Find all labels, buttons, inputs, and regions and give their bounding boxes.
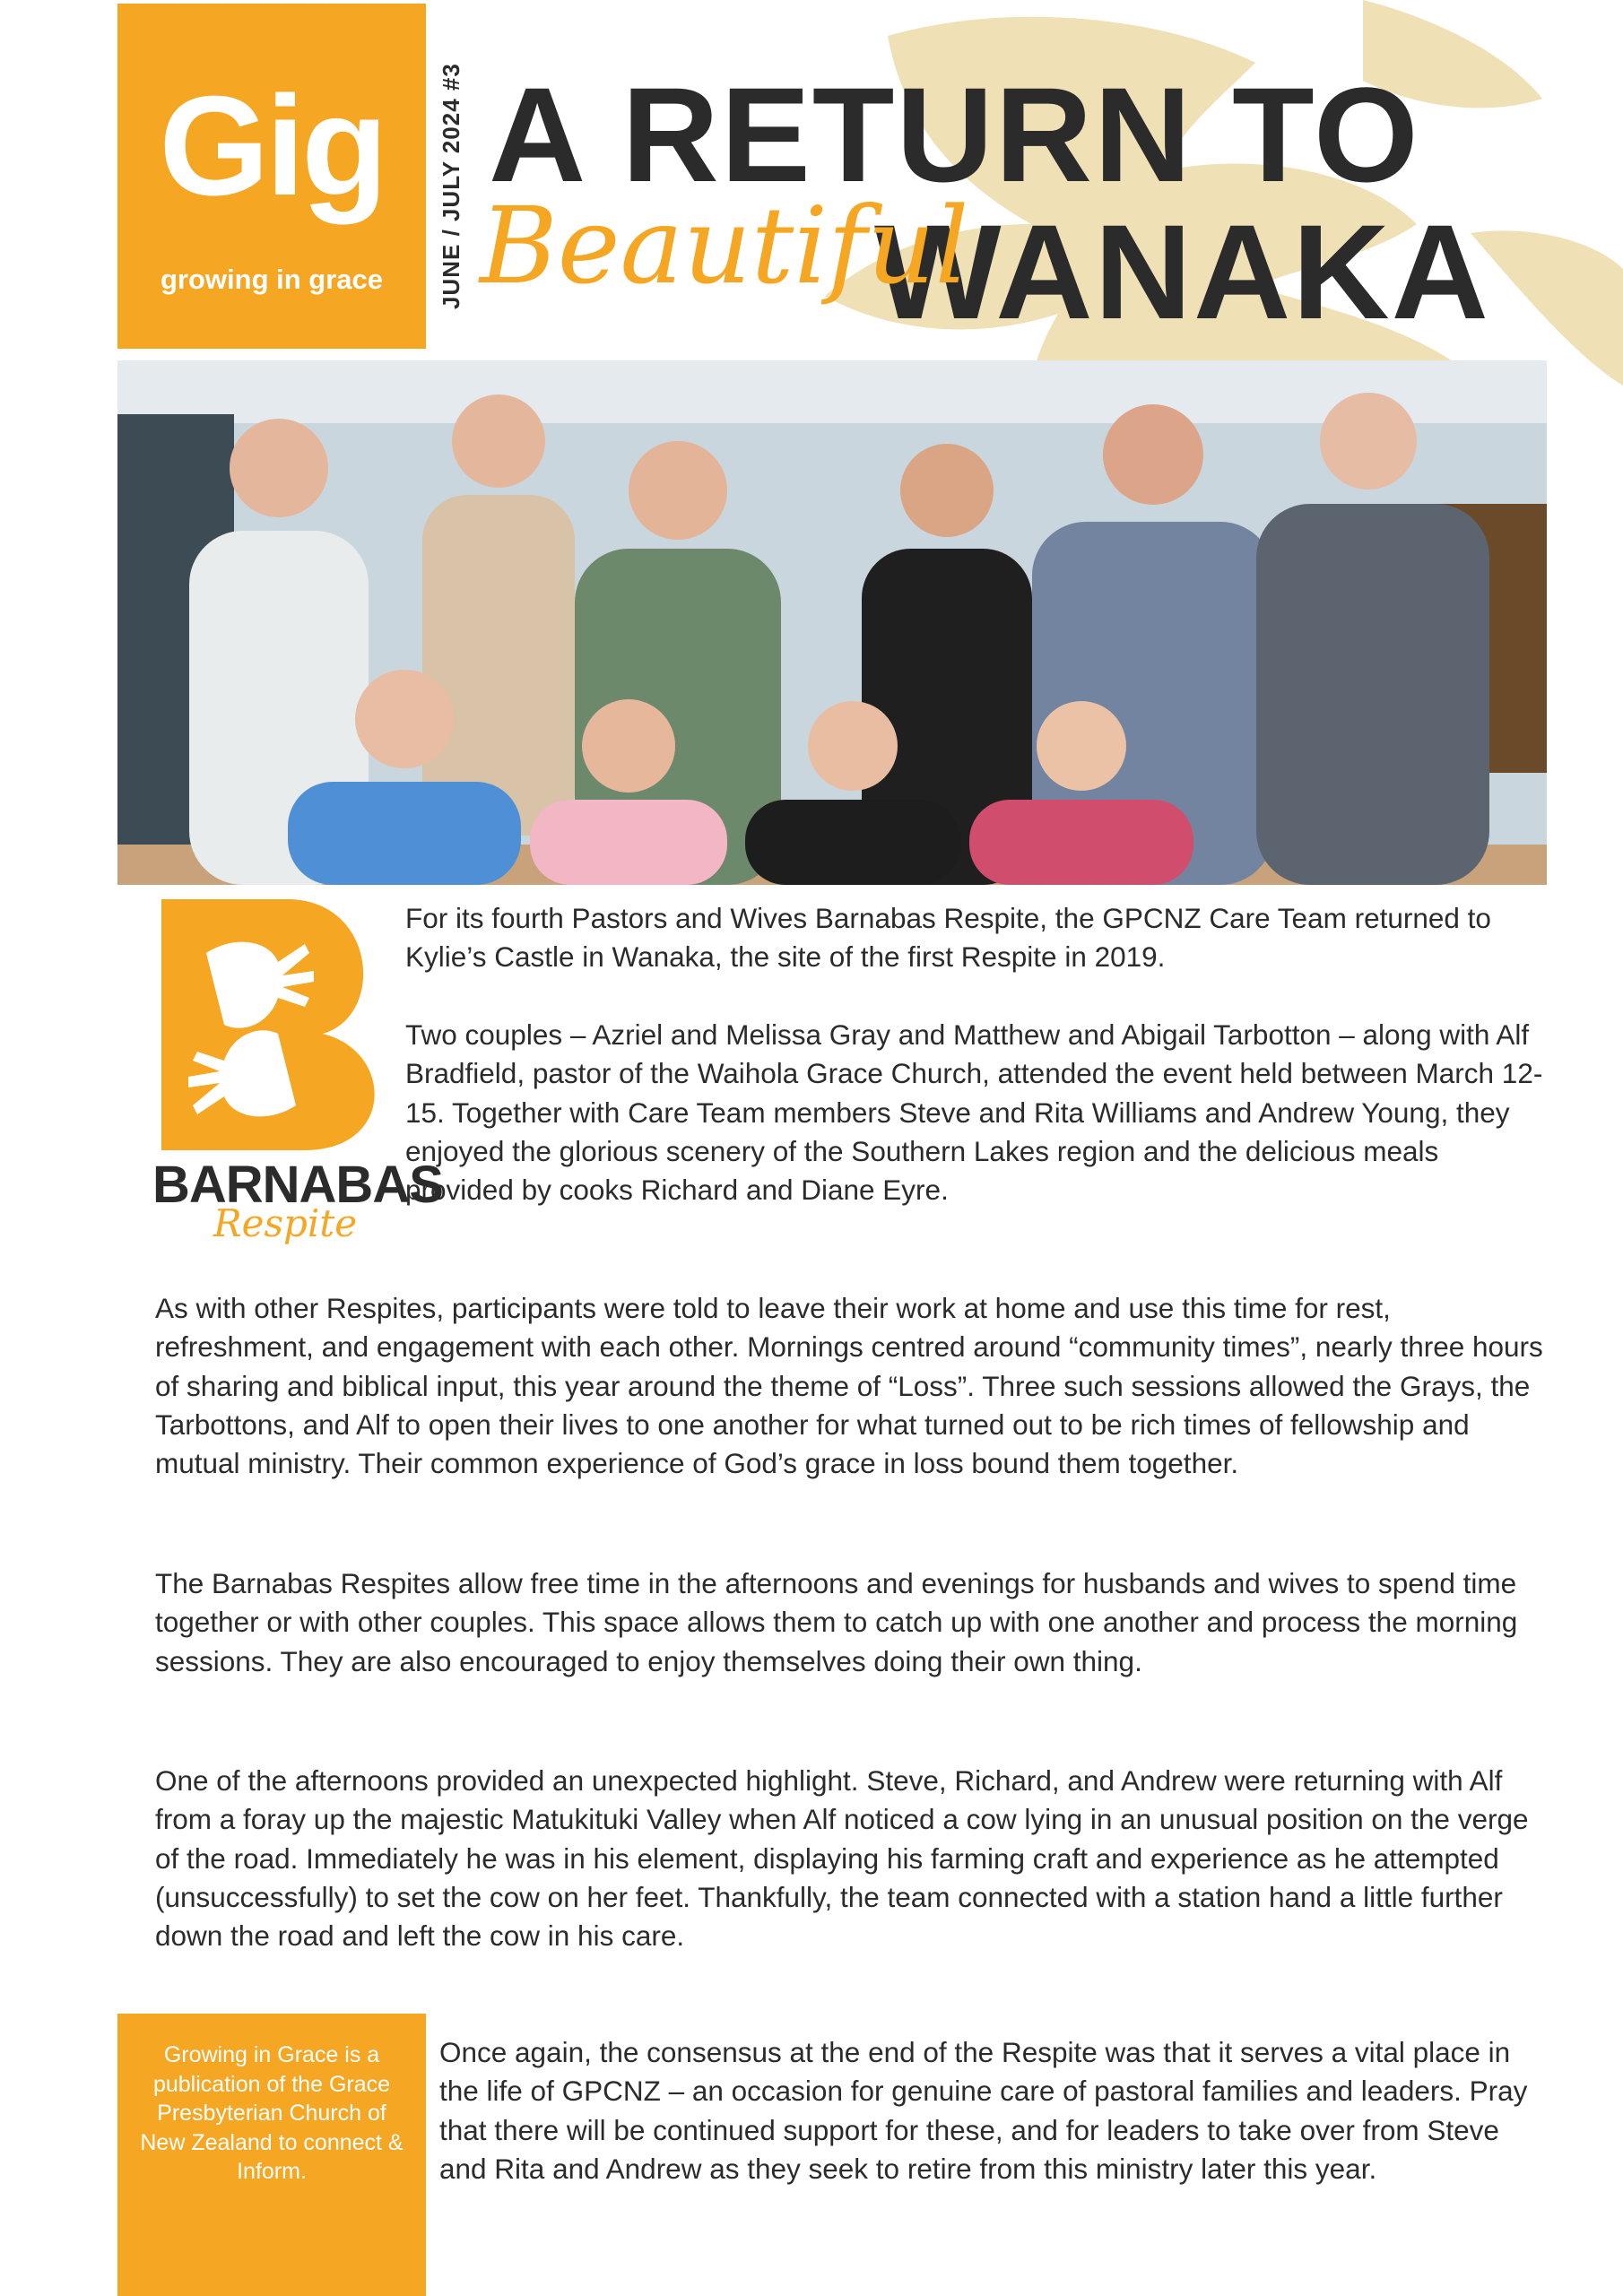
headline-line2: WANAKA: [874, 196, 1490, 347]
logo-subtitle: growing in grace: [160, 264, 384, 295]
article-paragraph-2: Two couples – Azriel and Melissa Gray and Matthew and Abigail Tarbotton – along with Alf Bradfield, pastor of the Waihola Grace Church, attended the event held between March 12-15. Together with Care Team members Steve and Rita Williams and Andrew Young, they enjoyed the glorious scenery of the Southern Lakes region and the delicious meals provided by cooks Richard and Diane Eyre.: [405, 1018, 1543, 1207]
article-paragraph-1: For its fourth Pastors and Wives Barnabas Respite, the GPCNZ Care Team returned to Kylie’s Castle in Wanaka, the site of the first Respite in 2019.: [405, 902, 1491, 974]
article-paragraph-6: Once again, the consensus at the end of the Respite was that it serves a vital place in the life of GPCNZ – an occasion for genuine care of pastoral families and leaders. Pray that there will be continued support for these, and for leaders to take over from Steve and Rita and Andrew as they seek to retire from this ministry later this year.: [439, 2036, 1528, 2185]
logo-title: Gig: [159, 67, 385, 225]
issue-label: JUNE / JULY 2024 #3: [438, 63, 464, 309]
gig-logo: [117, 4, 426, 349]
article-paragraph-4: The Barnabas Respites allow free time in the afternoons and evenings for husbands and wives to spend time together or with other couples. This space allows them to catch up with one another and process the morning sessions. They are also encouraged to enjoy themselves doing their own thing.: [155, 1567, 1518, 1677]
headline-script: Beautiful: [480, 184, 969, 308]
barnabas-logo-sub: Respite: [213, 1201, 358, 1245]
article-paragraph-3: As with other Respites, participants were told to leave their work at home and use this time for rest, refreshment, and engagement with each other. Mornings centred around “community times”, nearly three hours of sharing and biblical input, this year around the theme of “Loss”. Three such sessions allowed the Grays, the Tarbottons, and Alf to open their lives to one another for what turned out to be rich times of fellowship and mutual ministry. Their common experience of God’s grace in loss bound them together.: [155, 1292, 1543, 1480]
group-photo: [117, 360, 1547, 885]
publication-note-box: [117, 2014, 426, 2296]
article-paragraph-5: One of the afternoons provided an unexpected highlight. Steve, Richard, and Andrew were returning with Alf from a foray up the majestic Matukituki Valley when Alf noticed a cow lying in an unusual position on the verge of the road. Immediately he was in his element, displaying his farming craft and experience as he attempted (unsuccessfully) to set the cow on her feet. Thankfully, the team connected with a station hand a little further down the road and left the cow in his care.: [155, 1764, 1529, 1953]
publication-note: Growing in Grace is a publication of the Grace Presbyterian Church of New Zealand to connect & Inform.: [140, 2042, 404, 2184]
headline-line1: A RETURN TO: [489, 59, 1420, 210]
barnabas-logo-name: BARNABAS: [152, 1156, 443, 1214]
